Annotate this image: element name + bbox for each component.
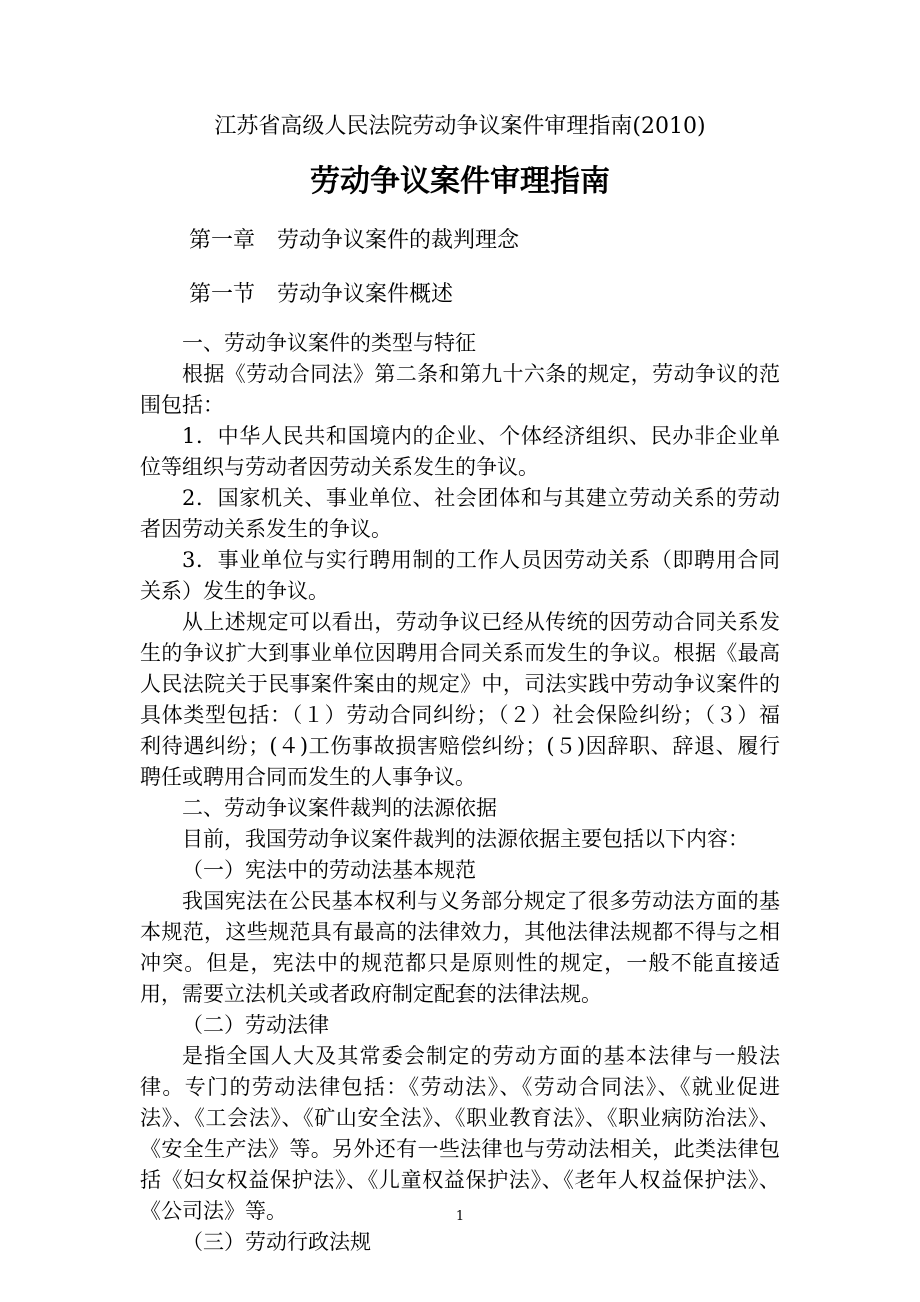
subheading-types: 一、劳动争议案件的类型与特征: [182, 331, 476, 355]
paragraph: 我国宪法在公民基本权利与义务部分规定了很多劳动法方面的基本规范，这些规范具有最高的法律效力，其他法律法规都不得与之相冲突。但是，宪法中的规范都只是原则性的规定，一般不能直接适用，需要立法机关或者政府制定配套的法律法规。: [140, 889, 780, 1006]
body-text: [140, 328, 780, 1258]
paragraph: 从上述规定可以看出，劳动争议已经从传统的因劳动合同关系发生的争议扩大到事业单位因聘用合同关系而发生的争议。根据《最高人民法院关于民事案件案由的规定》中，司法实践中劳动争议案件的具体类型包括：（１）劳动合同纠纷；（２）社会保险纠纷；（３）福利待遇纠纷；(４)工伤事故损害赔偿纠纷；(５)因辞职、辞退、履行聘任或聘用合同而发生的人事争议。: [140, 610, 780, 789]
subheading-labor-law: （二）劳动法律: [182, 1013, 329, 1037]
paragraph: 目前，我国劳动争议案件裁判的法源依据主要包括以下内容：: [182, 827, 749, 851]
list-item: 3．事业单位与实行聘用制的工作人员因劳动关系（即聘用合同关系）发生的争议。: [140, 548, 780, 603]
subheading-administrative-regulations: （三）劳动行政法规: [182, 1230, 371, 1254]
list-item: 2．国家机关、事业单位、社会团体和与其建立劳动关系的劳动者因劳动关系发生的争议。: [140, 486, 780, 541]
page-number: 1: [455, 1209, 465, 1224]
main-title: 劳动争议案件审理指南: [310, 164, 610, 199]
paragraph: 是指全国人大及其常委会制定的劳动方面的基本法律与一般法律。专门的劳动法律包括：《劳动法》、《劳动合同法》、《就业促进法》、《工会法》、《矿山安全法》、《职业教育法》、《职业病防治法》、《安全生产法》等。另外还有一些法律也与劳动法相关，此类法律包括《妇女权益保护法》、《儿童权益保护法》、《老年人权益保护法》、《公司法》等。: [140, 1044, 780, 1223]
document-title: 江苏省高级人民法院劳动争议案件审理指南(2010): [214, 114, 706, 139]
chapter-heading: 第一章 劳动争议案件的裁判理念: [189, 228, 520, 253]
subheading-constitution: （一）宪法中的劳动法基本规范: [182, 858, 476, 882]
section-heading: 第一节 劳动争议案件概述: [189, 282, 454, 307]
subheading-legal-sources: 二、劳动争议案件裁判的法源依据: [182, 796, 497, 820]
list-item: 1．中华人民共和国境内的企业、个体经济组织、民办非企业单位等组织与劳动者因劳动关系发生的争议。: [140, 424, 780, 479]
paragraph: 根据《劳动合同法》第二条和第九十六条的规定，劳动争议的范围包括：: [140, 362, 780, 417]
